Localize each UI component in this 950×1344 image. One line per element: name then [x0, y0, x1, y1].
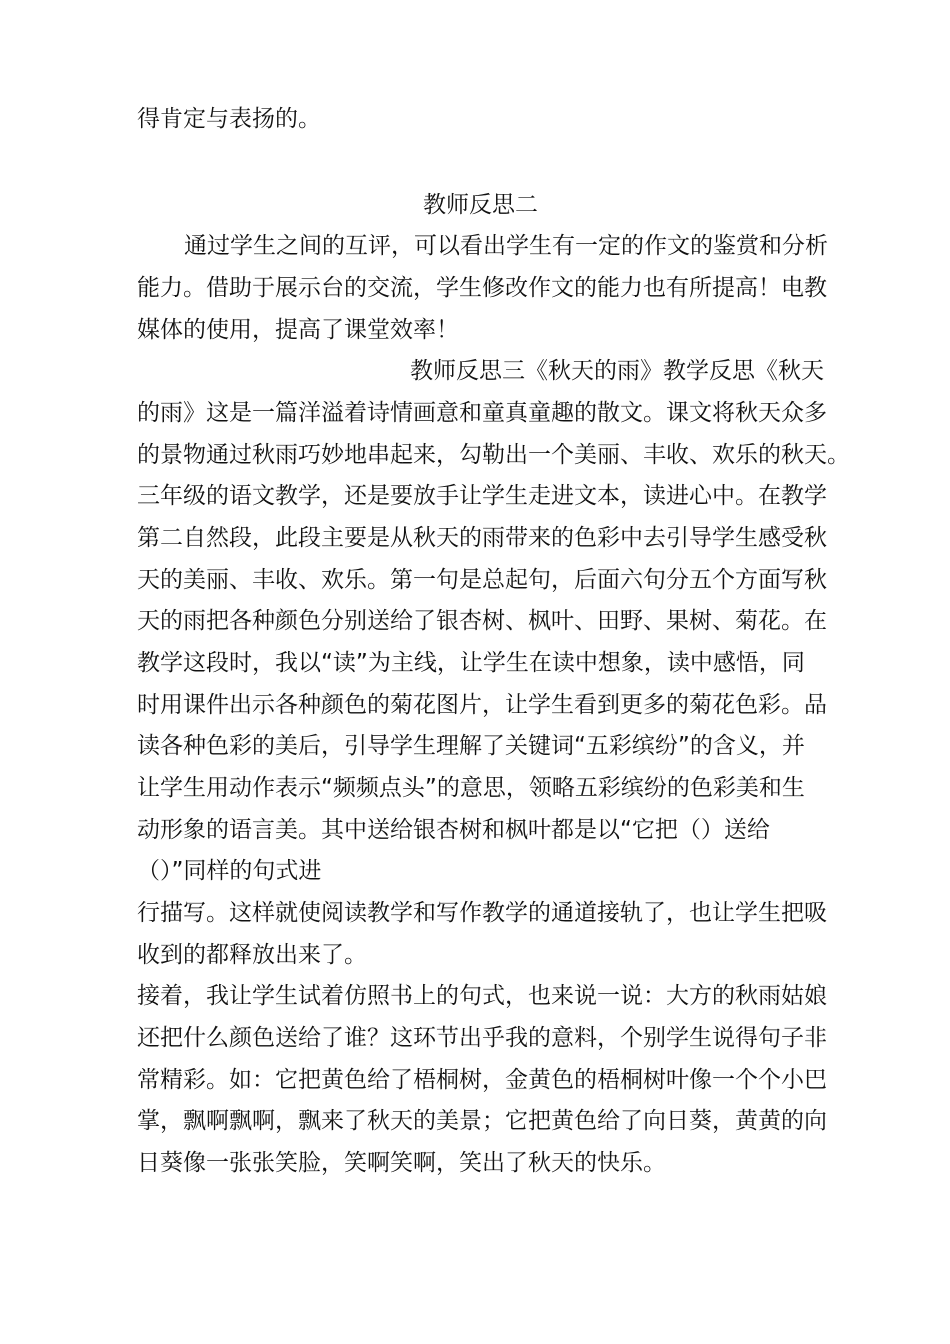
paragraph-line: 掌，飘啊飘啊，飘来了秋天的美景；它把黄色给了向日葵，黄黄的向 — [137, 1108, 827, 1134]
paragraph-line: 日葵像一张张笑脸，笑啊笑啊，笑出了秋天的快乐。 — [137, 1150, 666, 1176]
paragraph-line: 天的雨把各种颜色分别送给了银杏树、枫叶、田野、果树、菊花。在 — [137, 608, 827, 634]
heading-reflection-3: 教师反思三《秋天的雨》教学反思《秋天 — [410, 358, 824, 384]
paragraph-line: 行描写。这样就使阅读教学和写作教学的通道接轨了，也让学生把吸 — [137, 900, 827, 926]
paragraph-line: 媒体的使用，提高了课堂效率！ — [137, 317, 459, 343]
paragraph-line: 接着，我让学生试着仿照书上的句式，也来说一说：大方的秋雨姑娘 — [137, 983, 827, 1009]
paragraph-line: 三年级的语文教学，还是要放手让学生走进文本，读进心中。在教学 — [137, 483, 827, 509]
paragraph-line: 的雨》这是一篇洋溢着诗情画意和童真童趣的散文。课文将秋天众多 — [137, 400, 827, 426]
paragraph-line: 收到的都释放出来了。 — [137, 942, 367, 968]
paragraph-line: 还把什么颜色送给了谁？这环节出乎我的意料，个别学生说得句子非 — [137, 1025, 827, 1051]
heading-reflection-2: 教师反思二 — [423, 192, 538, 218]
paragraph-line: 动形象的语言美。其中送给银杏树和枫叶都是以“它把（）送给 — [137, 817, 770, 843]
opening-line: 得肯定与表扬的。 — [137, 106, 321, 132]
paragraph-line: 读各种色彩的美后，引导学生理解了关键词“五彩缤纷”的含义，并 — [137, 733, 805, 759]
paragraph-line: 第二自然段，此段主要是从秋天的雨带来的色彩中去引导学生感受秋 — [137, 525, 827, 551]
paragraph-line: 天的美丽、丰收、欢乐。第一句是总起句，后面六句分五个方面写秋 — [137, 567, 827, 593]
paragraph-line: 教学这段时，我以“读”为主线，让学生在读中想象，读中感悟，同 — [137, 650, 805, 676]
paragraph-line: 时用课件出示各种颜色的菊花图片，让学生看到更多的菊花色彩。品 — [137, 692, 827, 718]
paragraph-line: （）”同样的句式进 — [137, 858, 322, 884]
paragraph-line: 通过学生之间的互评，可以看出学生有一定的作文的鉴赏和分析 — [184, 233, 828, 259]
paragraph-line: 让学生用动作表示“频频点头”的意思，领略五彩缤纷的色彩美和生 — [137, 775, 805, 801]
paragraph-line: 能力。借助于展示台的交流，学生修改作文的能力也有所提高！电教 — [137, 275, 827, 301]
paragraph-line: 常精彩。如：它把黄色给了梧桐树，金黄色的梧桐树叶像一个个小巴 — [137, 1067, 827, 1093]
paragraph-line: 的景物通过秋雨巧妙地串起来，勾勒出一个美丽、丰收、欢乐的秋天。 — [137, 442, 850, 468]
